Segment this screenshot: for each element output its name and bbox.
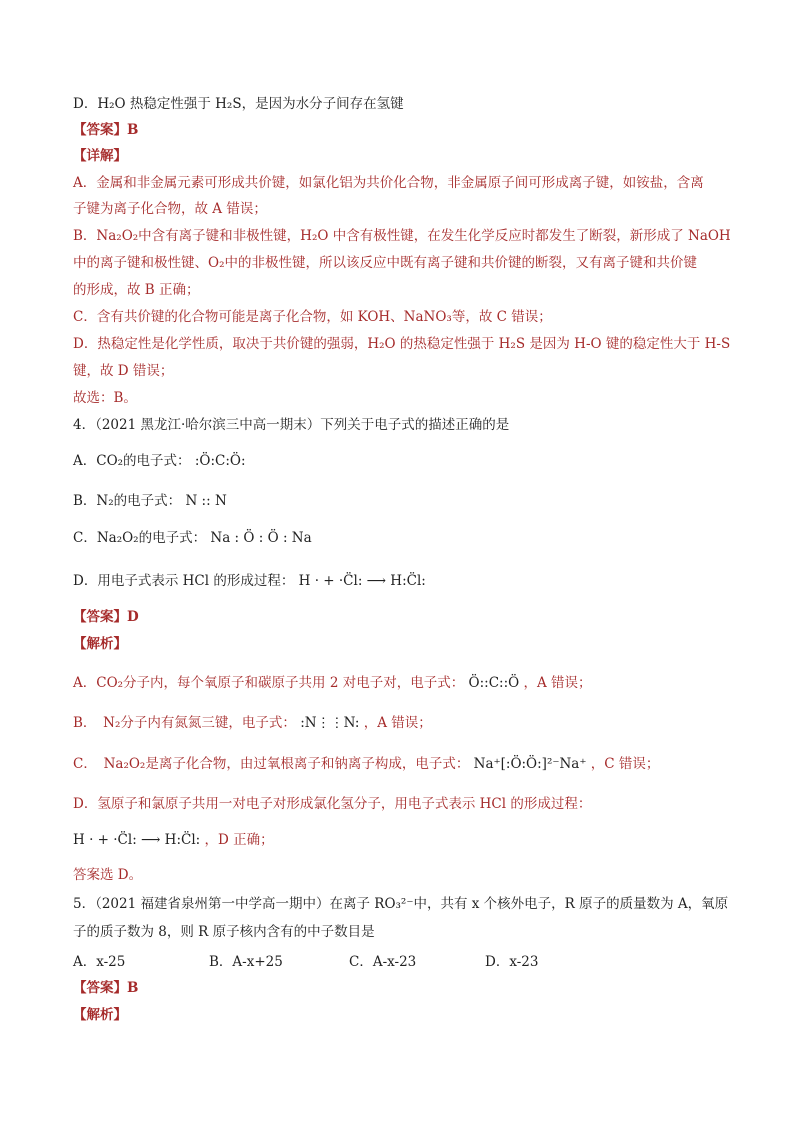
explain-4d-formula: H · + ·C̈l: ⟶ H:C̈l: xyxy=(73,832,201,848)
question-4: 4．（2021 黑龙江·哈尔滨三中高一期末）下列关于电子式的描述正确的是 xyxy=(73,417,510,433)
question-5-line1: 5．（2021 福建省泉州第一中学高一期中）在离子 RO₃²⁻中，共有 x 个核外电子，R 原子的质量数为 A，氧原 xyxy=(73,896,729,912)
explain-4c-text: C． Na₂O₂是离子化合物，由过氧根离子和钠离子构成，电子式： xyxy=(73,756,470,772)
explain-b-line3: 的形成，故 B 正确； xyxy=(73,282,200,298)
explain-4b-end: ，A 错误； xyxy=(363,715,432,731)
q4-option-d xyxy=(73,570,724,592)
choose-line-1: 故选：B。 xyxy=(73,390,137,406)
explain-4c xyxy=(73,753,724,775)
option-d-previous: D．H₂O 热稳定性强于 H₂S，是因为水分子间存在氢键 xyxy=(73,96,404,112)
explain-4a xyxy=(73,672,724,694)
q4-option-c-text: C．Na₂O₂的电子式： xyxy=(73,530,207,546)
explain-4d: D．氢原子和氯原子共用一对电子对形成氯化氢分子，用电子式表示 HCl 的形成过程： xyxy=(73,796,592,812)
q4-option-d-text: D．用电子式表示 HCl 的形成过程： xyxy=(73,573,295,589)
explain-4a-text: A．CO₂分子内，每个氧原子和碳原子共用 2 对电子对，电子式： xyxy=(73,675,465,691)
q4-option-d-formula: H · + ·C̈l: ⟶ H:C̈l: xyxy=(298,573,426,589)
q4-option-b-formula: N :: N xyxy=(185,493,227,509)
q4-option-b xyxy=(73,490,724,512)
answer-label-2: 【答案】D xyxy=(73,609,139,625)
explain-4b xyxy=(73,712,724,734)
question-5-line2: 子的质子数为 8，则 R 原子核内含有的中子数目是 xyxy=(73,924,375,940)
explain-4b-formula: :N⋮⋮N: xyxy=(300,715,360,731)
q4-option-a-formula: :Ö:C:Ö: xyxy=(194,453,246,469)
explain-a-line1: A．金属和非金属元素可形成共价键，如氯化铝为共价化合物，非金属原子间可形成离子键，如铵盐，含离 xyxy=(73,175,704,191)
explain-4a-end: ，A 错误； xyxy=(523,675,592,691)
explain-a-line2: 子键为离子化合物，故 A 错误； xyxy=(73,201,267,217)
analysis-label-2: 【解析】 xyxy=(73,636,127,652)
explain-4d-process xyxy=(73,829,724,851)
q4-option-b-text: B．N₂的电子式： xyxy=(73,493,182,509)
choose-line-2: 答案选 D。 xyxy=(73,867,143,883)
explain-b-line2: 中的离子键和极性键、O₂中的非极性键，所以该反应中既有离子键和共价键的断裂，又有离子键和共价键 xyxy=(73,255,697,271)
q4-option-c-formula: Na : Ö : Ö : Na xyxy=(210,530,312,546)
detail-label-1: 【详解】 xyxy=(73,148,127,164)
explain-4c-end: ，C 错误； xyxy=(590,756,660,772)
q4-option-a-text: A．CO₂的电子式： xyxy=(73,453,191,469)
analysis-label-3: 【解析】 xyxy=(73,1007,127,1023)
explain-d-line2: 键，故 D 错误； xyxy=(73,363,174,379)
explain-4b-text: B． N₂分子内有氮氮三键，电子式： xyxy=(73,715,296,731)
explain-d-line1: D．热稳定性是化学性质，取决于共价键的强弱，H₂O 的热稳定性强于 H₂S 是因为 H-O 键的稳定性大于 H-S xyxy=(73,336,731,352)
explain-4d-end: ，D 正确； xyxy=(204,832,274,848)
q4-option-c xyxy=(73,527,724,549)
q5-option-a: A．x-25 xyxy=(73,954,126,970)
q5-option-d: D．x-23 xyxy=(485,954,539,970)
explain-4c-formula: Na⁺[:Ö:Ö:]²⁻Na⁺ xyxy=(473,756,587,772)
explain-4a-formula: Ö::C::Ö xyxy=(468,675,520,691)
q5-option-b: B．A-x+25 xyxy=(209,954,283,970)
answer-label-1: 【答案】B xyxy=(73,122,139,138)
answer-label-3: 【答案】B xyxy=(73,980,139,996)
explain-b-line1: B．Na₂O₂中含有离子键和非极性键，H₂O 中含有极性键，在发生化学反应时都发生了断裂，新形成了 NaOH xyxy=(73,228,731,244)
q4-option-a xyxy=(73,450,724,472)
explain-c-line1: C．含有共价键的化合物可能是离子化合物，如 KOH、NaNO₃等，故 C 错误； xyxy=(73,309,552,325)
q5-option-c: C．A-x-23 xyxy=(349,954,417,970)
